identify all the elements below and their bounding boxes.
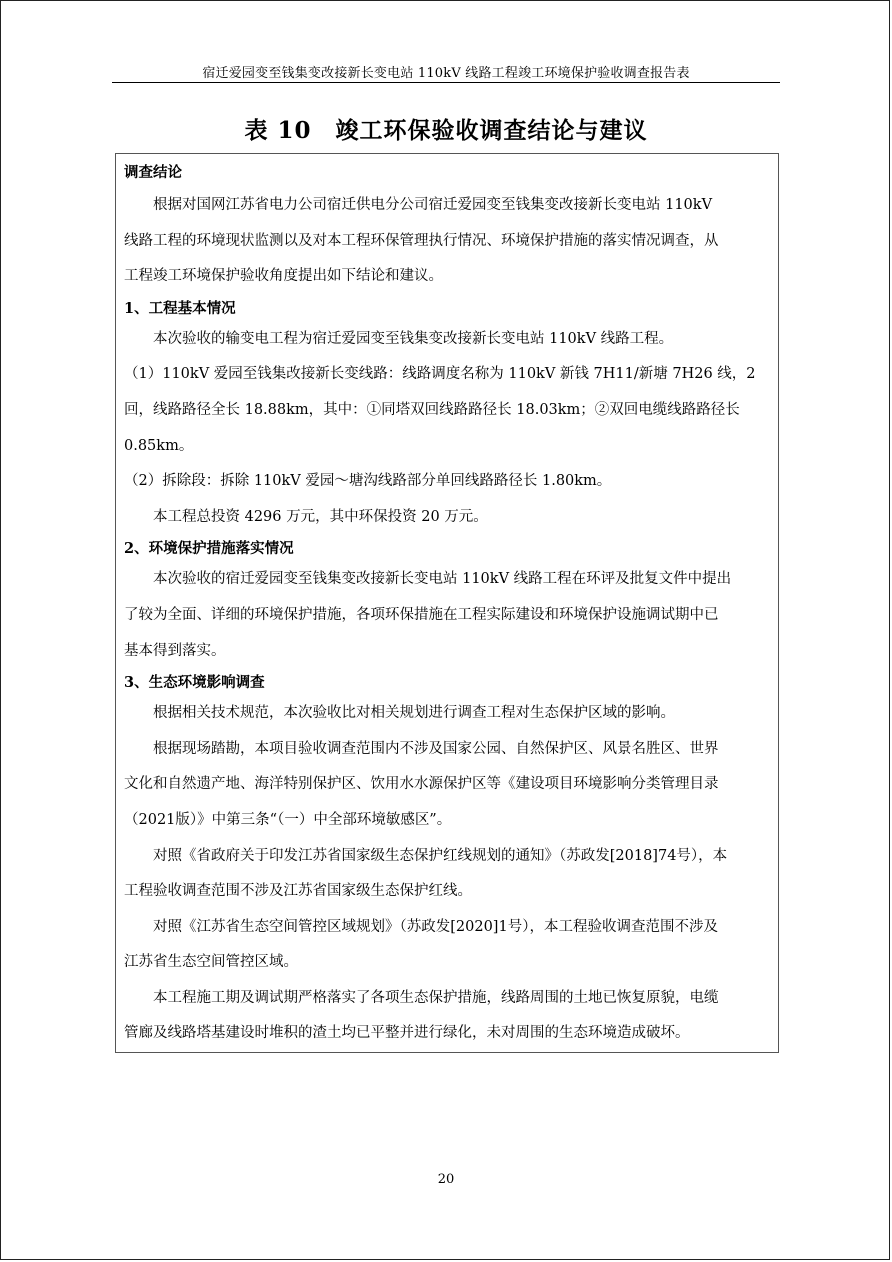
section3-line: 根据现场踏勘，本项目验收调查范围内不涉及国家公园、自然保护区、风景名胜区、世界 <box>153 740 719 757</box>
section1-line: （1）110kV 爱园至钱集改接新长变线路：线路调度名称为 110kV 新钱 7H11/新塘 7H26 线，2 <box>124 366 756 383</box>
section3-line: 江苏省生态空间管控区域。 <box>124 954 298 971</box>
section3-line: 根据相关技术规范，本次验收比对相关规划进行调查工程对生态保护区域的影响。 <box>153 705 675 722</box>
section2-line: 了较为全面、详细的环境保护措施，各项环保措施在工程实际建设和环境保护设施调试期中已 <box>124 606 719 623</box>
section1-line: 0.85km。 <box>124 437 194 454</box>
intro-line: 线路工程的环境现状监测以及对本工程环保管理执行情况、环境保护措施的落实情况调查，从 <box>124 232 719 249</box>
section2-line: 本次验收的宿迁爱园变至钱集变改接新长变电站 110kV 线路工程在环评及批复文件中提出 <box>153 571 732 588</box>
intro-line: 根据对国网江苏省电力公司宿迁供电分公司宿迁爱园变至钱集变改接新长变电站 110kV <box>153 197 713 213</box>
conclusion-table <box>115 153 779 1053</box>
section1-line: 回，线路路径全长 18.88km，其中：①同塔双回线路路径长 18.03km；②双回电缆线路路径长 <box>124 401 740 418</box>
page-number: 20 <box>437 1172 455 1187</box>
section2-heading: 2、环境保护措施落实情况 <box>124 540 294 558</box>
section3-line: 文化和自然遗产地、海洋特别保护区、饮用水水源保护区等《建设项目环境影响分类管理目录 <box>124 776 719 793</box>
section2-line: 基本得到落实。 <box>124 642 226 659</box>
section1-line: 本工程总投资 4296 万元，其中环保投资 20 万元。 <box>153 508 488 525</box>
intro-line: 工程竣工环境保护验收角度提出如下结论和建议。 <box>124 268 443 285</box>
running-header: 宿迁爱园变至钱集变改接新长变电站 110kV 线路工程竣工环境保护验收调查报告表 <box>202 66 690 81</box>
conclusion-heading: 调查结论 <box>124 164 182 181</box>
header-rule <box>112 82 780 83</box>
section1-line: 本次验收的输变电工程为宿迁爱园变至钱集变改接新长变电站 110kV 线路工程。 <box>153 330 674 347</box>
section3-line: 对照《省政府关于印发江苏省国家级生态保护红线规划的通知》（苏政发[2018]74号），本 <box>153 847 728 864</box>
section3-heading: 3、生态环境影响调查 <box>124 674 265 692</box>
section3-line: （2021版）》中第三条“（一）中全部环境敏感区”。 <box>124 811 452 828</box>
section1-heading: 1、工程基本情况 <box>124 299 236 317</box>
section3-line: 管廊及线路塔基建设时堆积的渣土均已平整并进行绿化，未对周围的生态环境造成破坏。 <box>124 1025 690 1042</box>
section3-line: 工程验收调查范围不涉及江苏省国家级生态保护红线。 <box>124 883 472 900</box>
section3-line: 本工程施工期及调试期严格落实了各项生态保护措施，线路周围的土地已恢复原貌，电缆 <box>153 989 719 1006</box>
section3-line: 对照《江苏省生态空间管控区域规划》（苏政发[2020]1号），本工程验收调查范围不涉及 <box>153 918 718 935</box>
table-title: 表 10 竣工环保验收调查结论与建议 <box>244 117 648 144</box>
section1-line: （2）拆除段：拆除 110kV 爱园～塘沟线路部分单回线路路径长 1.80km。 <box>124 473 612 490</box>
